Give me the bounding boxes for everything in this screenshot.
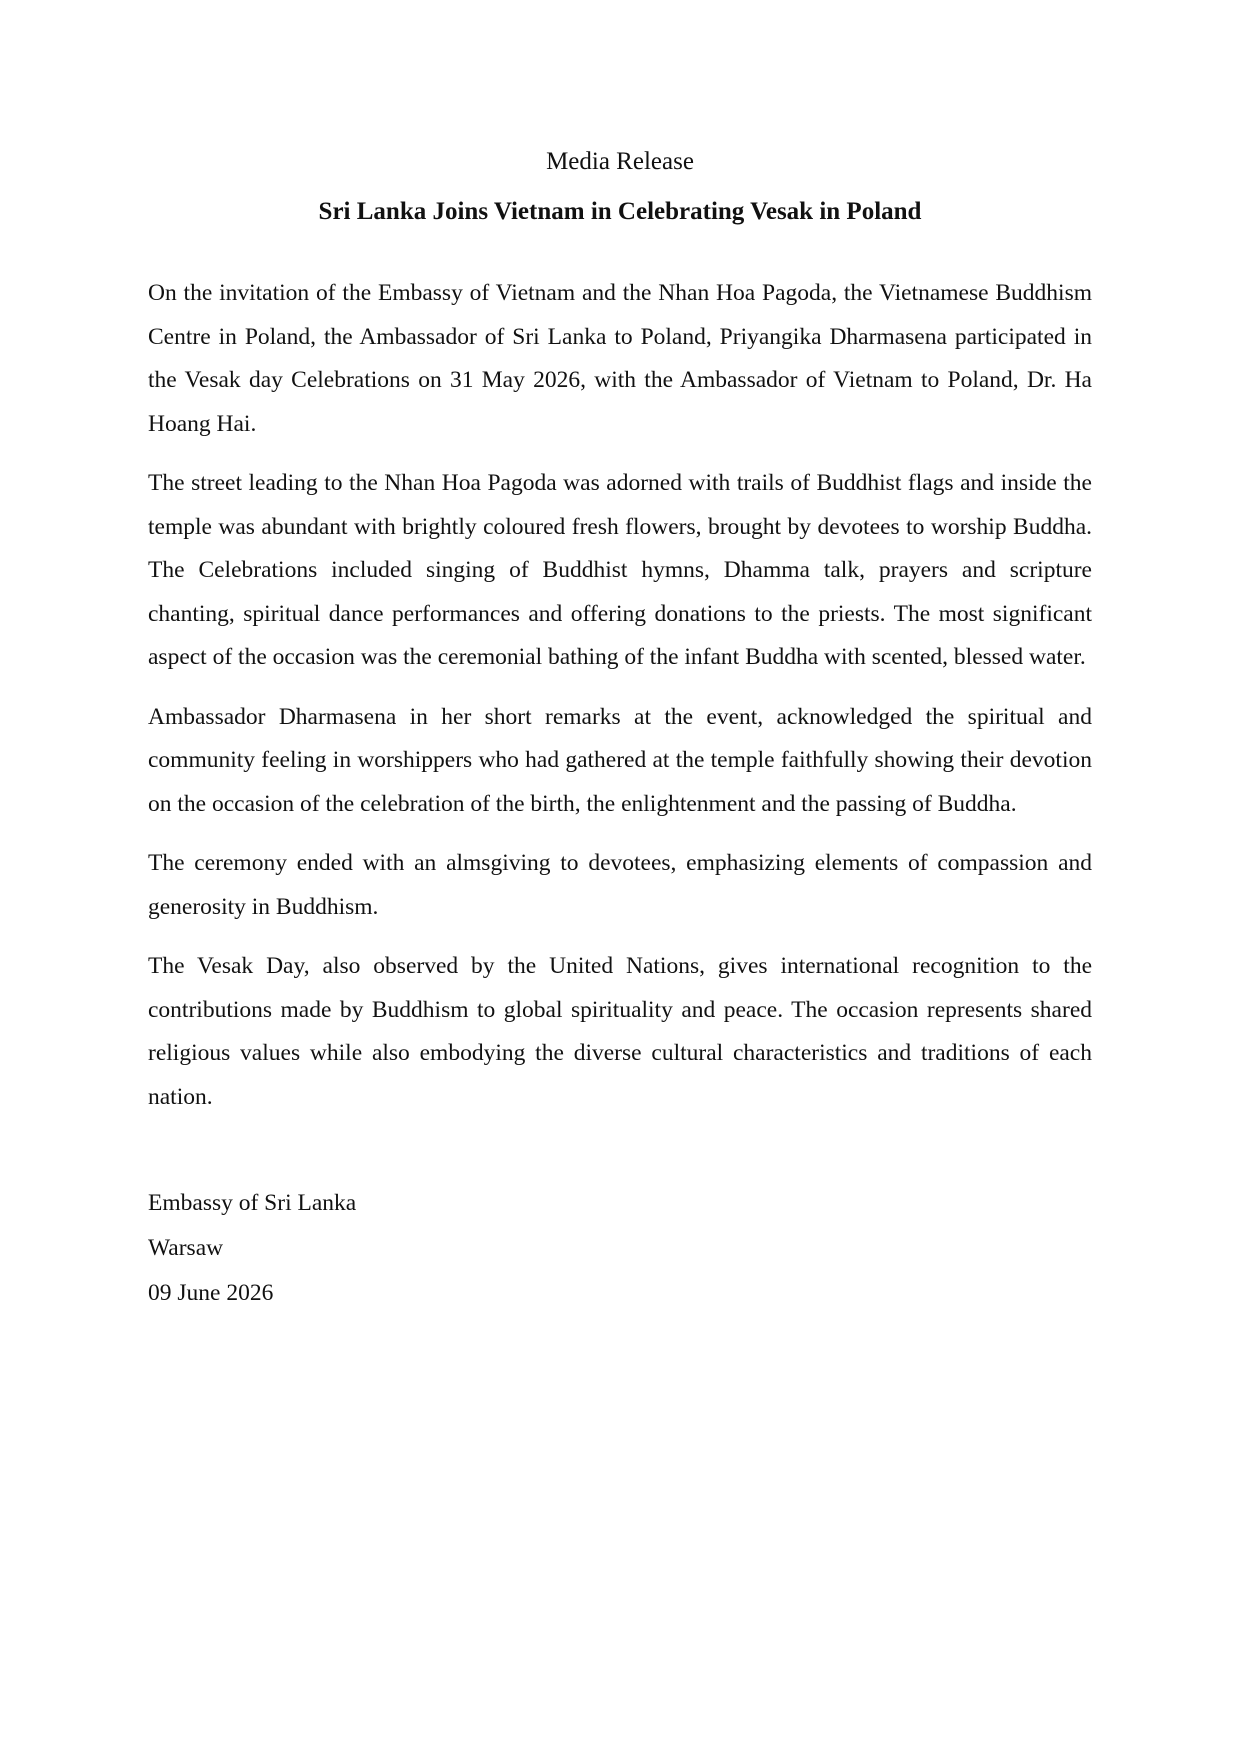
signature-date: 09 June 2026 [148, 1280, 274, 1306]
document-type-label: Media Release [546, 148, 694, 175]
signature-block [148, 1181, 1092, 1316]
signature-city: Warsaw [148, 1235, 224, 1261]
paragraph-vesak-recognition: The Vesak Day, also observed by the United Nations, gives international recognition to the contributions made by Buddhism to global spirituality and peace. The occasion represents shared religious values while also embodying the diverse cultural characteristics and traditions of each nation. [148, 953, 1092, 1110]
document-title: Sri Lanka Joins Vietnam in Celebrating Vesak in Poland [318, 198, 922, 225]
document-body [148, 272, 1092, 1119]
paragraph-celebrations: The street leading to the Nhan Hoa Pagoda was adorned with trails of Buddhist flags and inside the temple was abundant with brightly coloured fresh flowers, brought by devotees to worship Buddha. The Celebrations included singing of Buddhist hymns, Dhamma talk, prayers and scripture chanting, spiritual dance performances and offering donations to the priests. The most significant aspect of the occasion was the ceremonial bathing of the infant Buddha with scented, blessed water. [148, 470, 1092, 670]
signature-organization: Embassy of Sri Lanka [148, 1190, 357, 1216]
paragraph-almsgiving: The ceremony ended with an almsgiving to devotees, emphasizing elements of compassion and generosity in Buddhism. [148, 850, 1092, 920]
paragraph-invitation: On the invitation of the Embassy of Vietnam and the Nhan Hoa Pagoda, the Vietnamese Buddhism Centre in Poland, the Ambassador of Sri Lanka to Poland, Priyangika Dharmasena participated in the Vesak day Celebrations on 31 May 2026, with the Ambassador of Vietnam to Poland, Dr. Ha Hoang Hai. [148, 280, 1092, 437]
document-content [148, 140, 1092, 1316]
paragraph-ambassador-remarks: Ambassador Dharmasena in her short remarks at the event, acknowledged the spiritual and community feeling in worshippers who had gathered at the temple faithfully showing their devotion on the occasion of the celebration of the birth, the enlightenment and the passing of Buddha. [148, 703, 1092, 817]
